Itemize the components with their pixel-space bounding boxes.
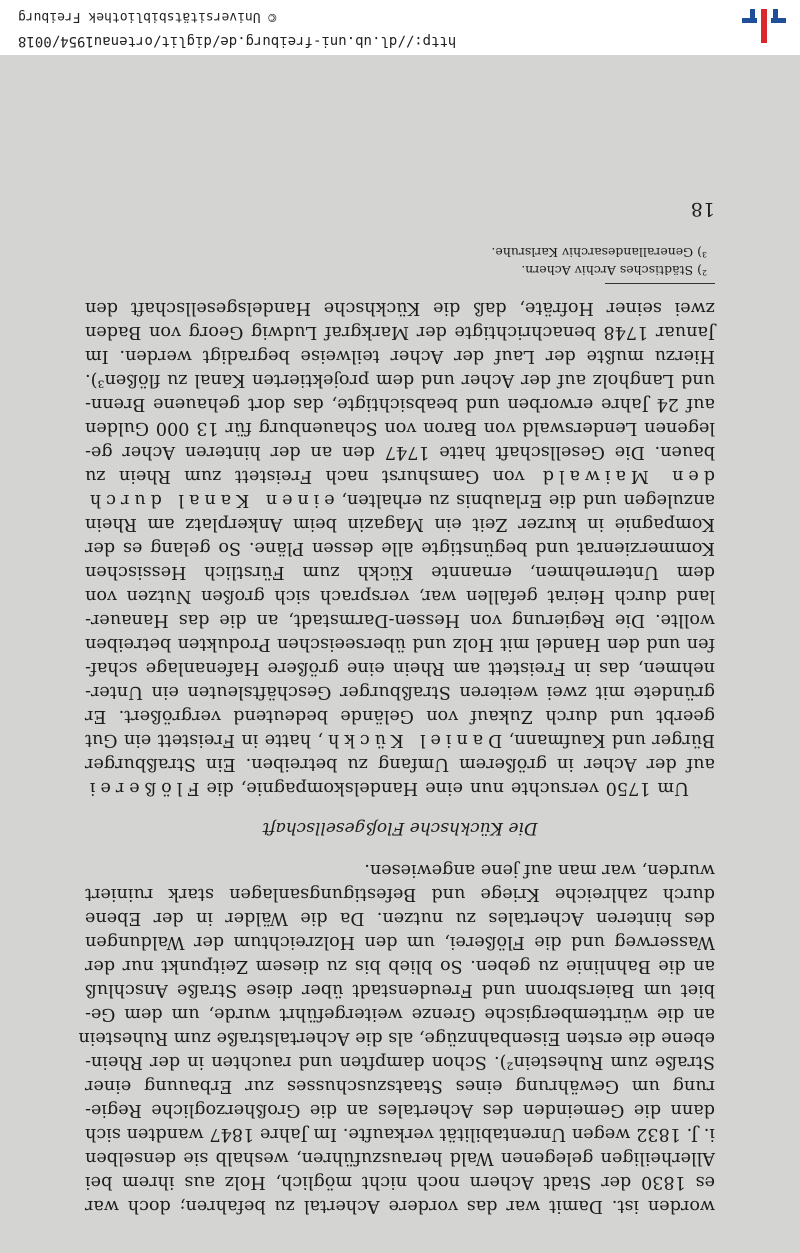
logo-blue-bar-right [742,18,757,23]
footnote: ³) Generallandesarchiv Karlsruhe. [491,245,707,260]
paragraph-2 [85,296,715,800]
text-line: worden ist. Damit war das vordere Achertal zu befahren; doch war [85,1196,715,1216]
text-line: zwei seiner Hofräte, daß die Kückhsche Handelsgesellschaft den [85,298,715,318]
text-span: anzulegen und die Erlaubnis zu erhalten, [334,490,715,510]
text-line: und Langholz auf der Acher und dem projektierten Kanal zu flößen³). [85,370,715,390]
scanned-page [0,55,800,1253]
text-span: Um 1750 versuchte nun eine Handelskompagnie, die [199,778,689,798]
logo-blue-stem-left [773,9,778,18]
text-line: bauen. Die Gesellschaft hatte 1747 den an der hinteren Acher ge- [85,442,715,462]
text-line: Allerheiligen gelegenen Wald herauszuführen, weshalb sie denselben [85,1148,715,1168]
text-line: biet um Baiersbronn und Freudenstadt über diese Straße Anschluß [85,980,715,1000]
page-url-link[interactable]: http://dl.ub.uni-freiburg.de/diglit/ortenau1954/0018 [18,33,457,49]
text-line: geerbt und durch Zukauf von Gelände bedeutend vergrößert. Er [85,706,715,726]
footnote-divider [605,283,715,284]
text-line: i. J. 1832 wegen Unrentabilität verkaufte. Im Jahre 1847 wandten sich [85,1124,715,1144]
spaced-term: einen Kanal durch [85,490,335,510]
text-line: es 1830 der Stadt Achern noch nicht möglich, Holz aus ihrem bei [85,1172,715,1192]
text-line: Wasserweg und die Flößerei, um den Holzreichtum der Waldungen [85,932,715,952]
text-line: land durch Heirat gefallen war, versprach sich großen Nutzen von [85,586,715,606]
text-line: gründete mit zwei weiteren Straßburger Geschäftsleuten ein Unter- [85,682,715,702]
text-line: nehmen, das in Freistett am Rhein eine größere Hafenanlage schaf- [85,658,715,678]
library-credit: © Universitätsbibliothek Freiburg [18,9,277,24]
text-line: an die württembergische Grenze weitergeführt wurde, um dem Ge- [85,1004,715,1024]
text-line: auf 24 Jahre erworben und beabsichtigte, das dort gehauene Brenn- [85,394,715,414]
page-text [78,197,715,1218]
text-line: durch zahlreiche Kriege und Befestigungsanlagen stark ruiniert [85,884,715,904]
paragraph-1 [78,858,715,1218]
text-line: dann die Gemeinden des Achertales an die Großherzogliche Regie- [85,1100,715,1120]
section-heading: Die Kückhsche Floßgesellschaft [262,818,538,838]
text-line: Straße zum Ruhestein²). Schon dampften und rauchten in der Rhein- [85,1052,715,1072]
text-line: Hierzu mußte der Lauf der Acher teilweise begradigt werden. Im [85,346,715,366]
text-line [85,488,715,512]
text-line: wollte. Die Regierung von Hessen-Darmstadt, an die das Hanauer- [85,610,715,630]
text-line [85,728,715,752]
page-number: 18 [690,198,715,220]
logo-blue-stem-right [750,9,755,18]
library-logo-icon [742,9,786,43]
spaced-name: Daniel Kückh [323,730,503,750]
text-line: Januar 1748 benachrichtigte der Markgraf Ludwig Georg von Baden [85,322,715,342]
text-line: rung um Gewährung eines Staatszuschusses zur Erbauung einer [85,1076,715,1096]
text-line: Kompagnie in kurzer Zeit ein Magazin beim Ankerplatz am Rhein [85,514,715,534]
text-span: Bürger und Kaufmann, [502,730,715,750]
logo-red-bar [761,9,767,43]
viewer-header [0,0,800,55]
footnote: ²) Städtisches Archiv Achern. [521,263,707,278]
text-span: , hatte in Freistett ein Gut [85,730,324,750]
spaced-term: Flößerei [85,778,200,798]
spaced-term: den Maiwald [537,466,715,486]
text-line: Kommerzienrat und begünstigte alle dessen Pläne. So gelang es der [85,538,715,558]
logo-blue-bar-left [771,18,786,23]
text-line: wurden, war man auf jene angewiesen. [364,860,715,880]
text-span: von Gamshurst nach Freistett zum Rhein zu [84,466,538,486]
text-line [85,776,715,800]
text-line: fen und den Handel mit Holz und überseeischen Produkten betreiben [85,634,715,654]
text-line: an die Bahnlinie zu geben. So blieb bis zu diesem Zeitpunkt nur der [85,956,715,976]
text-line: ebene die ersten Eisenbahnzüge, als die Achertalstraße zum Ruhestein [78,1028,715,1048]
text-line [85,464,715,488]
text-line: dem Unternehmen, ernannte Kückh zum Fürstlich Hessischen [85,562,715,582]
text-line: legenen Lenderswald von Baron von Schauenburg für 13 000 Gulden [85,418,715,438]
text-line: des hinteren Achertales zu nutzen. Da die Wälder in der Ebene [85,908,715,928]
text-line: auf der Acher in größerem Umfang zu betreiben. Ein Straßburger [85,754,715,774]
